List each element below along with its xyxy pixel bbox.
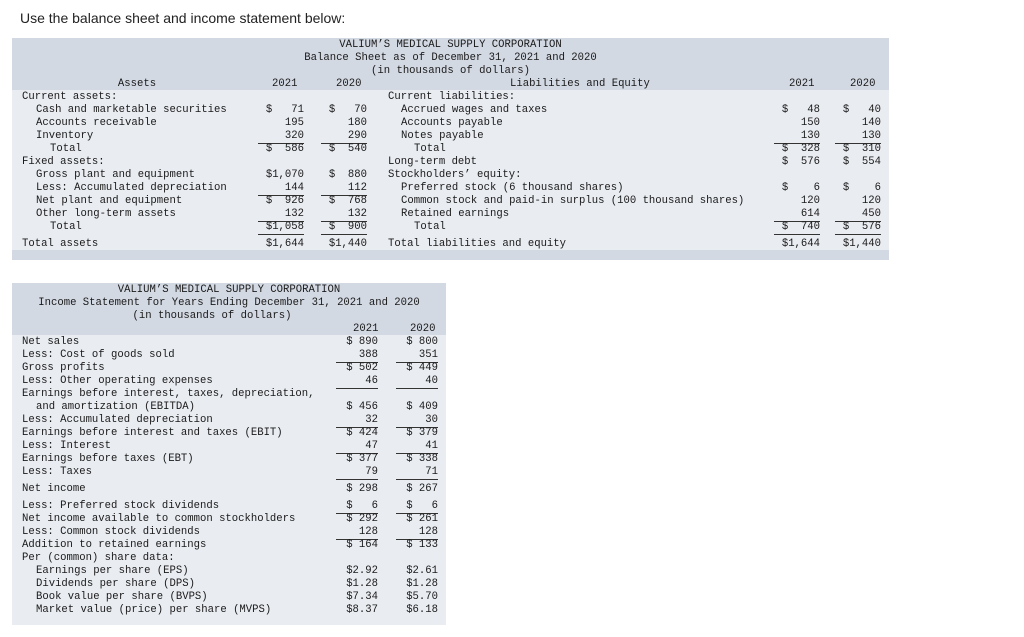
is-depreciation-label: Less: Accumulated depreciation	[22, 414, 213, 426]
current-assets-label: Current assets:	[22, 91, 118, 103]
interest-label: Less: Interest	[22, 440, 112, 452]
net-sales-2020: $ 800	[406, 336, 438, 348]
net-plant-2020: $ 768	[328, 195, 367, 207]
cogs-2020: 351	[396, 349, 438, 363]
is-depreciation-2020: 30	[396, 414, 438, 428]
lt-debt-label: Long-term debt	[388, 156, 478, 168]
assets-year-2020-header: 2020	[336, 78, 362, 90]
total-liab-equity-2021: $1,644	[781, 238, 820, 250]
gross-plant-2020: $ 880	[328, 169, 367, 181]
ebt-2021: $ 377	[346, 453, 378, 465]
assets-year-2021-header: 2021	[272, 78, 298, 90]
is-company-title: VALIUM’S MEDICAL SUPPLY CORPORATION	[117, 284, 341, 296]
current-assets-total-2020: $ 540	[328, 143, 367, 155]
ebit-2021: $ 424	[346, 427, 378, 439]
sheet-title: Balance Sheet as of December 31, 2021 and 2020	[304, 52, 597, 64]
ebitda-2020: $ 409	[406, 401, 438, 413]
net-sales-2021: $ 890	[346, 336, 378, 348]
common-div-2021: 128	[336, 526, 378, 540]
current-liab-total-2021: $ 328	[781, 143, 820, 155]
fixed-assets-label: Fixed assets:	[22, 156, 105, 168]
fixed-assets-total-2021: $1,058	[258, 221, 304, 235]
balance-sheet-footer-band	[12, 250, 889, 260]
fixed-assets-total-label: Total	[50, 221, 82, 233]
ebitda-2021: $ 456	[346, 401, 378, 413]
ap-label: Accounts payable	[401, 117, 503, 129]
other-lt-assets-2020: 132	[321, 208, 367, 222]
opex-2020: 40	[396, 375, 438, 389]
ni-common-label: Net income available to common stockholders	[22, 513, 296, 525]
total-assets-2020: $1,440	[328, 238, 367, 250]
bvps-label: Book value per share (BVPS)	[36, 591, 208, 603]
net-income-2020: $ 267	[406, 483, 438, 495]
bvps-2020: $5.70	[406, 591, 438, 603]
taxes-2021: 79	[336, 466, 378, 480]
eps-label: Earnings per share (EPS)	[36, 565, 189, 577]
inventory-2021: 320	[258, 130, 304, 144]
interest-2020: 41	[396, 440, 438, 454]
dps-label: Dividends per share (DPS)	[36, 578, 195, 590]
units-note: (in thousands of dollars)	[371, 65, 530, 77]
lt-debt-2021: $ 576	[781, 156, 820, 168]
gross-plant-2021: $1,070	[265, 169, 304, 181]
ni-common-2020: $ 261	[406, 513, 438, 525]
current-assets-total-label: Total	[50, 143, 82, 155]
ebt-2020: $ 338	[406, 453, 438, 465]
ar-label: Accounts receivable	[36, 117, 157, 129]
pref-div-2020: $ 6	[396, 500, 438, 514]
opex-label: Less: Other operating expenses	[22, 375, 213, 387]
ebitda-label-line1: Earnings before interest, taxes, depreciation,	[22, 388, 315, 400]
retained-earnings-2020: 450	[835, 208, 881, 222]
other-lt-assets-label: Other long-term assets	[36, 208, 176, 220]
income-statement	[12, 283, 446, 625]
pref-div-label: Less: Preferred stock dividends	[22, 500, 220, 512]
add-re-2020: $ 133	[406, 539, 438, 551]
liab-year-2021-header: 2021	[789, 78, 815, 90]
ar-2020: 180	[347, 117, 367, 129]
cash-2021: $ 71	[265, 104, 304, 116]
total-liab-equity-2020: $1,440	[842, 238, 881, 250]
company-title: VALIUM’S MEDICAL SUPPLY CORPORATION	[339, 39, 562, 51]
preferred-stock-2021: $ 6	[781, 182, 820, 194]
cogs-2021: 388	[336, 349, 378, 363]
stockholders-equity-label: Stockholders’ equity:	[388, 169, 522, 181]
current-liabilities-label: Current liabilities:	[388, 91, 516, 103]
net-plant-2021: $ 926	[265, 195, 304, 207]
retained-earnings-label: Retained earnings	[401, 208, 510, 220]
fixed-assets-total-2020: $ 900	[321, 221, 367, 235]
notes-payable-2020: 130	[835, 130, 881, 144]
per-share-label: Per (common) share data:	[22, 552, 175, 564]
pref-div-2021: $ 6	[336, 500, 378, 514]
ebit-label: Earnings before interest and taxes (EBIT)	[22, 427, 283, 439]
other-lt-assets-2021: 132	[258, 208, 304, 222]
preferred-stock-2020: $ 6	[842, 182, 881, 194]
balance-sheet	[12, 38, 889, 260]
net-income-label: Net income	[22, 483, 86, 495]
taxes-2020: 71	[396, 466, 438, 480]
accum-dep-2021: 144	[258, 182, 304, 196]
accrued-label: Accrued wages and taxes	[401, 104, 548, 116]
accrued-2020: $ 40	[842, 104, 881, 116]
mvps-2020: $6.18	[406, 604, 438, 616]
liabilities-column-header: Liabilities and Equity	[510, 78, 650, 90]
notes-payable-label: Notes payable	[401, 130, 484, 142]
net-sales-label: Net sales	[22, 336, 80, 348]
dps-2021: $1.28	[346, 578, 378, 590]
ar-2021: 195	[284, 117, 304, 129]
accum-dep-label: Less: Accumulated depreciation	[36, 182, 227, 194]
dps-2020: $1.28	[406, 578, 438, 590]
current-liab-total-label: Total	[414, 143, 446, 155]
gross-profits-label: Gross profits	[22, 362, 105, 374]
equity-total-label: Total	[414, 221, 446, 233]
liab-year-2020-header: 2020	[850, 78, 876, 90]
assets-column-header: Assets	[117, 78, 157, 90]
common-stock-2021: 120	[800, 195, 820, 207]
intro-text: Use the balance sheet and income statement below:	[20, 10, 346, 26]
taxes-label: Less: Taxes	[22, 466, 92, 478]
eps-2020: $2.61	[406, 565, 438, 577]
equity-total-2020: $ 576	[835, 221, 881, 235]
is-units-note: (in thousands of dollars)	[132, 310, 292, 322]
mvps-2021: $8.37	[346, 604, 378, 616]
mvps-label: Market value (price) per share (MVPS)	[36, 604, 272, 616]
preferred-stock-label: Preferred stock (6 thousand shares)	[401, 182, 624, 194]
common-stock-label: Common stock and paid-in surplus (100 thousand shares)	[401, 195, 745, 207]
eps-2021: $2.92	[346, 565, 378, 577]
gross-profits-2021: $ 502	[346, 362, 378, 374]
ebt-label: Earnings before taxes (EBT)	[22, 453, 194, 465]
is-depreciation-2021: 32	[336, 414, 378, 428]
ap-2021: 150	[800, 117, 820, 129]
cogs-label: Less: Cost of goods sold	[22, 349, 175, 361]
accrued-2021: $ 48	[781, 104, 820, 116]
lt-debt-2020: $ 554	[842, 156, 881, 168]
ap-2020: 140	[861, 117, 881, 129]
add-re-label: Addition to retained earnings	[22, 539, 207, 551]
opex-2021: 46	[336, 375, 378, 389]
net-income-2021: $ 298	[346, 483, 378, 495]
accum-dep-2020: 112	[321, 182, 367, 196]
current-liab-total-2020: $ 310	[842, 143, 881, 155]
net-plant-label: Net plant and equipment	[36, 195, 183, 207]
cash-label: Cash and marketable securities	[36, 104, 227, 116]
total-liab-equity-label: Total liabilities and equity	[388, 238, 567, 250]
retained-earnings-2021: 614	[774, 208, 820, 222]
interest-2021: 47	[336, 440, 378, 454]
is-title: Income Statement for Years Ending December 31, 2021 and 2020	[38, 297, 420, 309]
ebitda-label: and amortization (EBITDA)	[36, 401, 195, 413]
gross-plant-label: Gross plant and equipment	[36, 169, 195, 181]
cash-2020: $ 70	[328, 104, 367, 116]
common-div-label: Less: Common stock dividends	[22, 526, 201, 538]
ebit-2020: $ 379	[406, 427, 438, 439]
ni-common-2021: $ 292	[346, 513, 378, 525]
is-year-2020-header: 2020	[410, 323, 436, 335]
inventory-2020: 290	[321, 130, 367, 144]
bvps-2021: $7.34	[346, 591, 378, 603]
common-stock-2020: 120	[861, 195, 881, 207]
add-re-2021: $ 164	[346, 539, 378, 551]
common-div-2020: 128	[396, 526, 438, 540]
is-year-2021-header: 2021	[353, 323, 379, 335]
total-assets-2021: $1,644	[265, 238, 304, 250]
gross-profits-2020: $ 449	[406, 362, 438, 374]
inventory-label: Inventory	[36, 130, 94, 142]
total-assets-label: Total assets	[22, 238, 99, 250]
current-assets-total-2021: $ 586	[265, 143, 304, 155]
equity-total-2021: $ 740	[774, 221, 820, 235]
notes-payable-2021: 130	[774, 130, 820, 144]
